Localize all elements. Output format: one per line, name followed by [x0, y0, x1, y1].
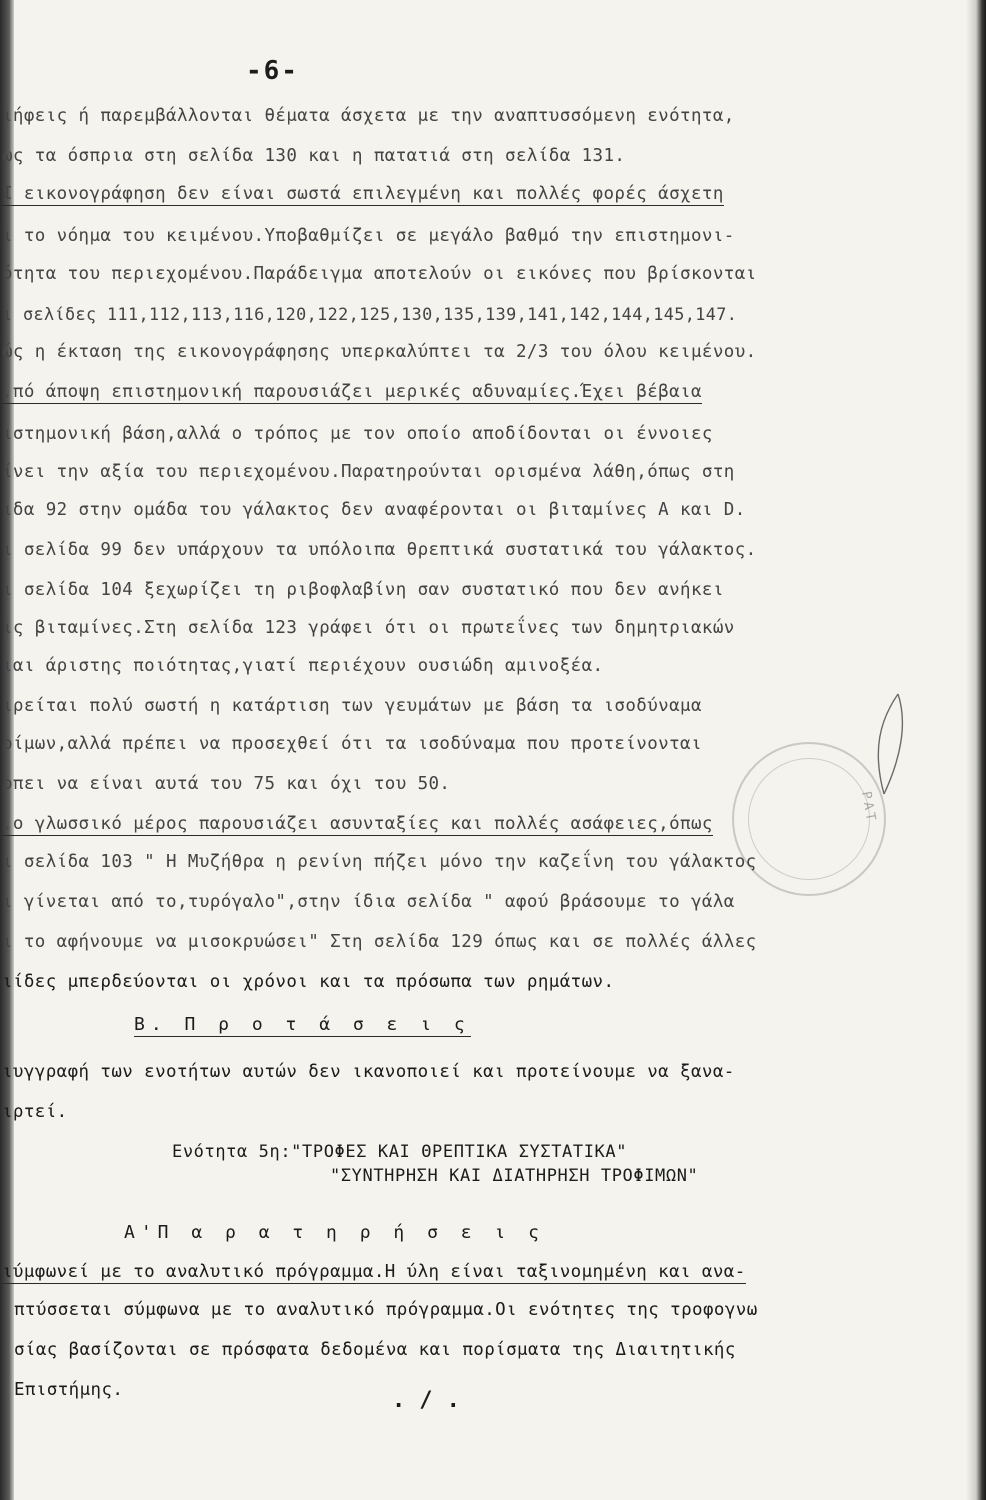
text-line: ιύμφωνεί με το αναλυτικό πρόγραμμα.Η ύλη είναι ταξινομημένη και ανα-	[2, 1262, 746, 1282]
text-line: πτύσσεται σύμφωνα με το αναλυτικό πρόγραμμα.Οι ενότητες της τροφογνω	[14, 1300, 758, 1320]
text-line: ιαι άριστης ποιότητας,γιατί περιέχουν ουσιώδη αμινοξέα.	[2, 656, 604, 676]
text-line: Επιστήμης.	[14, 1380, 124, 1400]
stamp-lettering: ΡΑΤ	[858, 790, 879, 825]
text-line: ιήφεις ή παρεμβάλλονται θέματα άσχετα με την αναπτυσσόμενη ενότητα,	[2, 106, 735, 126]
text-line: ι σελίδα 104 ξεχωρίζει τη ριβοφλαβίνη σαν συστατικό που δεν ανήκει	[2, 580, 724, 600]
continuation-mark: . / .	[392, 1388, 461, 1413]
text-line: ιδα 92 στην ομάδα του γάλακτος δεν αναφέρονται οι βιταμίνες Α και D.	[2, 500, 746, 520]
text-line: ρπει να είναι αυτά του 75 και όχι του 50.	[2, 774, 451, 794]
section-heading-observations: Α'Π α ρ α τ η ρ ή σ ε ι ς	[124, 1222, 545, 1243]
text-line: ως τα όσπρια στη σελίδα 130 και η πατατιά στη σελίδα 131.	[2, 146, 626, 166]
text-line: σίας βασίζονται σε πρόσφατα δεδομένα και πορίσματα της Διαιτητικής	[14, 1340, 736, 1360]
text-line: Ι εικονογράφηση δεν είναι σωστά επιλεγμένη και πολλές φορές άσχετη	[2, 184, 724, 204]
text-line: ιστημονική βάση,αλλά ο τρόπος με τον οποίο αποδίδονται οι έννοιες	[2, 424, 713, 444]
text-line: ιίδες μπερδεύονται οι χρόνοι και τα πρόσωπα των ρημάτων.	[2, 972, 615, 992]
text-line: ρίμων,αλλά πρέπει να προσεχθεί ότι τα ισοδύναμα που προτείνονται	[2, 734, 702, 754]
text-line: ιρτεί.	[2, 1102, 68, 1122]
text-line: .πό άποψη επιστημονική παρουσιάζει μερικές αδυναμίες.Έχει βέβαια	[2, 382, 702, 402]
text-line: ίνει την αξία του περιεχομένου.Παρατηρούνται ορισμένα λάθη,όπως στη	[2, 462, 735, 482]
page-number: -6-	[246, 56, 299, 86]
pen-mark	[850, 690, 910, 800]
text-line: ι το νόημα του κειμένου.Υποβαθμίζει σε μεγάλο βαθμό την επιστημονι-	[2, 226, 735, 246]
text-line: ιυγγραφή των ενοτήτων αυτών δεν ικανοποιεί και προτείνουμε να ξανα-	[2, 1062, 735, 1082]
section-heading-proposals: Β. Π ρ ο τ ά σ ε ι ς	[134, 1014, 471, 1035]
text-line: ι σελίδες 111,112,113,116,120,122,125,130,135,139,141,142,144,145,147.	[2, 304, 738, 324]
text-line: ι σελίδα 99 δεν υπάρχουν τα υπόλοιπα θρεπτικά συστατικά του γάλακτος.	[2, 540, 757, 560]
text-line: .ο γλωσσικό μέρος παρουσιάζει ασυνταξίες και πολλές ασάφειες,όπως	[2, 814, 713, 834]
text-line: ις βιταμίνες.Στη σελίδα 123 γράφει ότι οι πρωτεΐνες των δημητριακών	[2, 618, 735, 638]
text-line: ότητα του περιεχομένου.Παράδειγμα αποτελούν οι εικόνες που βρίσκονται	[2, 264, 757, 284]
text-line: ι σελίδα 103 " Η Μυζήθρα η ρενίνη πήζει μόνο την καζεΐνη του γάλακτος	[2, 852, 757, 872]
text-line: ώς η έκταση της εικονογράφησης υπερκαλύπτει τα 2/3 του όλου κειμένου.	[2, 342, 757, 362]
unit-subtitle: "ΣΥΝΤΗΡΗΣΗ ΚΑΙ ΔΙΑΤΗΡΗΣΗ ΤΡΟΦΙΜΩΝ"	[330, 1166, 699, 1186]
text-line: ι γίνεται από το,τυρόγαλο",στην ίδια σελίδα " αφού βράσουμε το γάλα	[2, 892, 735, 912]
unit-title: Ενότητα 5η:"ΤΡΟΦΕΣ ΚΑΙ ΘΡΕΠΤΙΚΑ ΣΥΣΤΑΤΙΚΑ"	[172, 1142, 628, 1162]
text-line: ιρείται πολύ σωστή η κατάρτιση των γευμάτων με βάση τα ισοδύναμα	[2, 696, 702, 716]
text-line: ι το αφήνουμε να μισοκρυώσει" Στη σελίδα 129 όπως και σε πολλές άλλες	[2, 932, 757, 952]
page-edge	[966, 0, 986, 1500]
